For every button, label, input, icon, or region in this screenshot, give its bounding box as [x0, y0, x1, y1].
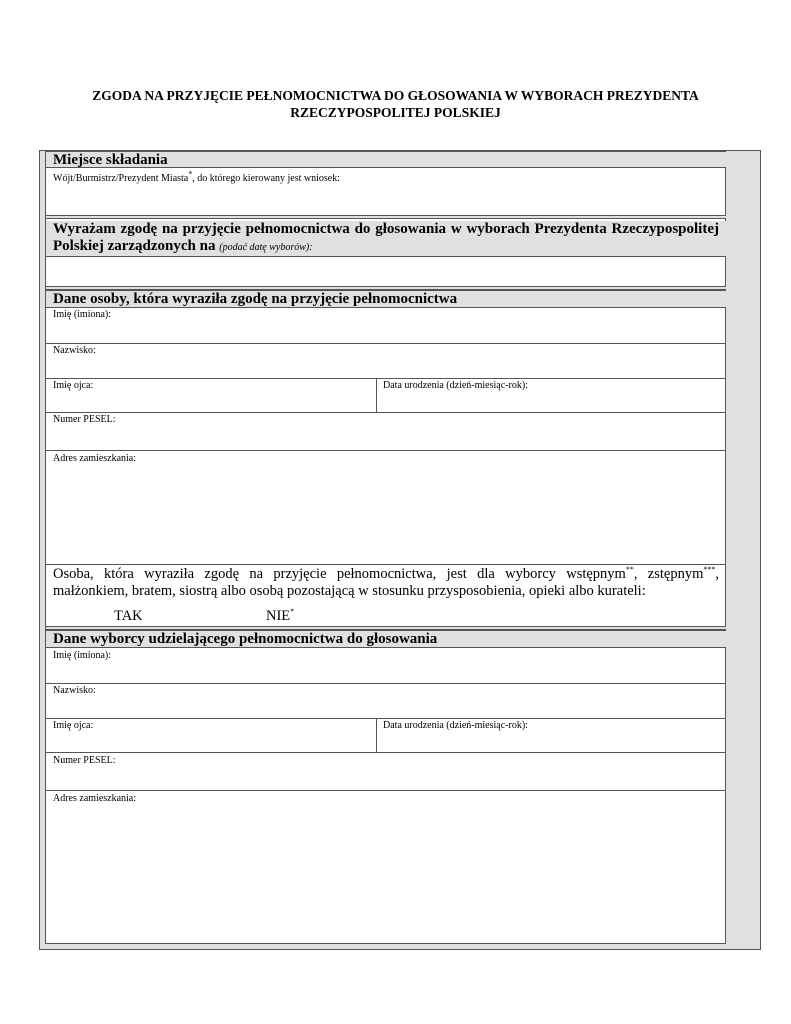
divider: [46, 450, 726, 451]
section-separator: [46, 215, 726, 219]
proxy-first-names-label: Imię (imiona):: [53, 309, 112, 320]
column-divider: [376, 718, 377, 752]
section-voter-header: Dane wyborcy udzielającego pełnomocnictwa do głosowania: [46, 630, 726, 648]
divider: [46, 412, 726, 413]
document-title: [0, 87, 791, 121]
relation-no-option[interactable]: NIE*: [266, 607, 295, 624]
proxy-first-names-field[interactable]: [46, 308, 726, 343]
place-label: Wójt/Burmistrz/Prezydent Miasta*, do którego kierowany jest wniosek:: [53, 169, 340, 184]
voter-surname-label: Nazwisko:: [53, 685, 96, 696]
proxy-address-label: Adres zamieszkania:: [53, 453, 137, 464]
section-place-header: Miejsce składania: [46, 151, 726, 168]
column-divider: [376, 378, 377, 412]
title-line-2: RZECZYPOSPOLITEJ POLSKIEJ: [290, 105, 501, 120]
proxy-surname-field[interactable]: [46, 344, 726, 378]
title-line-1: ZGODA NA PRZYJĘCIE PEŁNOMOCNICTWA DO GŁOSOWANIA W WYBORACH PREZYDENTA: [92, 88, 699, 103]
election-date-field[interactable]: [46, 257, 726, 287]
proxy-surname-label: Nazwisko:: [53, 345, 96, 356]
divider: [46, 683, 726, 684]
proxy-father-name-label: Imię ojca:: [53, 380, 94, 391]
voter-address-label: Adres zamieszkania:: [53, 793, 137, 804]
place-field[interactable]: [46, 169, 726, 215]
divider: [46, 752, 726, 753]
relation-yes-option[interactable]: TAK: [114, 608, 143, 624]
divider: [46, 718, 726, 719]
divider: [46, 790, 726, 791]
voter-birth-date-label: Data urodzenia (dzień-miesiąc-rok):: [383, 720, 528, 731]
voter-first-names-label: Imię (imiona):: [53, 650, 112, 661]
divider: [46, 564, 726, 565]
voter-pesel-label: Numer PESEL:: [53, 755, 116, 766]
consent-statement: Wyrażam zgodę na przyjęcie pełnomocnictwa do głosowania w wyborach Prezydenta Rzeczypospolitej Polskiej zarządzonych na (podać datę wyborów):: [46, 221, 726, 256]
divider: [46, 378, 726, 379]
proxy-relation-statement: Osoba, która wyraziła zgodę na przyjęcie pełnomocnictwa, jest dla wyborcy wstępnym**, zstępnym***, małżonkiem, bratem, siostrą albo osobą pozostającą w stosunku przysposobienia, opieki albo kurateli:: [53, 565, 720, 599]
proxy-pesel-label: Numer PESEL:: [53, 414, 116, 425]
voter-father-name-label: Imię ojca:: [53, 720, 94, 731]
proxy-birth-date-label: Data urodzenia (dzień-miesiąc-rok):: [383, 380, 528, 391]
section-proxy-header: Dane osoby, która wyraziła zgodę na przyjęcie pełnomocnictwa: [46, 290, 726, 308]
